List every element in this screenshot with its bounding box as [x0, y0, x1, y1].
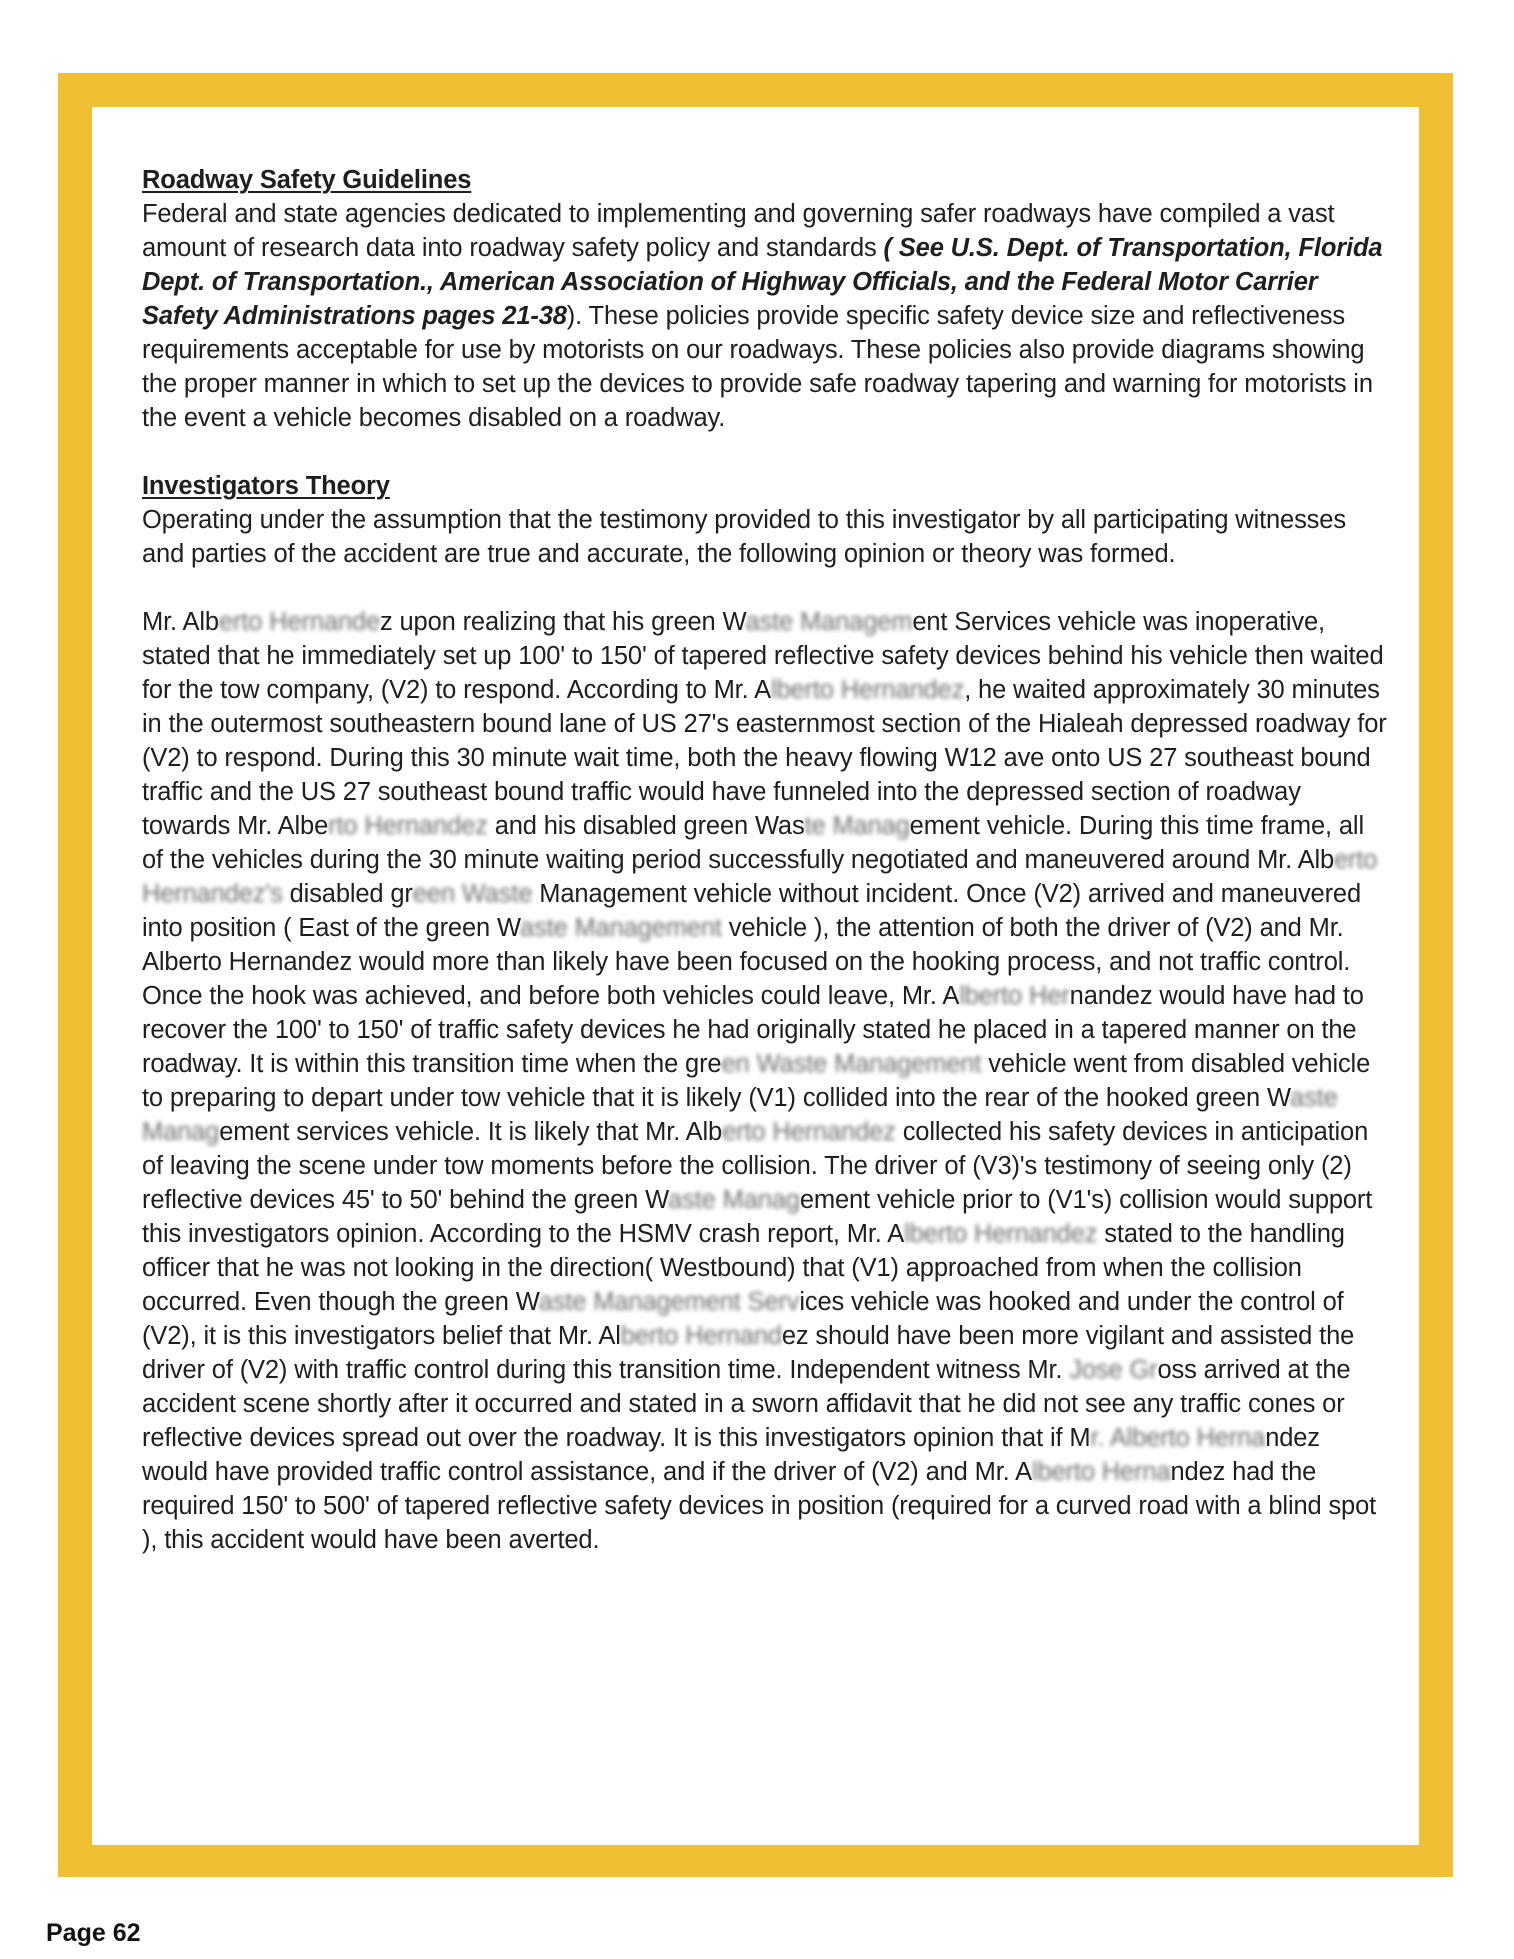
paragraph-spacer [142, 435, 1387, 469]
redacted-text: aste Management [519, 914, 722, 942]
redacted-text: en Waste Management [721, 1050, 982, 1078]
theory-intro: Operating under the assumption that the testimony provided to this investigator by all participating witnesses and parties of the accident are true and accurate, the following opinion or theory was formed. [142, 506, 1346, 568]
theory-text-segment: ndez had the required 150' to 500' of tapered reflective safety devices in position (required for a curved road with a blind spot ), this accident would have been averted. [142, 1458, 1377, 1554]
theory-text-segment: nandez would have had to recover the 100' to 150' of traffic safety devices he had originally stated he placed in a tapered manner on the roadway. It is within this transition time when the gre [142, 982, 1364, 1078]
theory-text-segment: ent Services vehicle was inoperative, stated that he immediately set up 100' to 150' of tapered reflective safety devices behind his vehicle then waited for the tow company, (V2) to respond. According to Mr. A [142, 608, 1384, 704]
redacted-text: rto Hernandez [328, 812, 488, 840]
theory-text-segment: ndez would have provided traffic control assistance, and if the driver of (V2) and Mr. A [142, 1424, 1320, 1486]
theory-text-segment: ez should have been more vigilant and assisted the driver of (V2) with traffic control during this transition time. Independent witness Mr. [142, 1322, 1355, 1384]
theory-text-segment: vehicle ), the attention of both the driver of (V2) and Mr. Alberto Hernandez would more than likely have been focused on the hooking process, and not traffic control. Once the hook was achieved, and before both vehicles could leave, Mr. A [142, 914, 1351, 1010]
theory-text-segment: stated to the handling officer that he was not looking in the direction( Westbound) that (V1) approached from when the collision occurred. Even though the green W [142, 1220, 1345, 1316]
redacted-text: aste Managem [745, 608, 913, 636]
theory-text-segment: ement vehicle. During this time frame, all of the vehicles during the 30 minute waiting period successfully negotiated and maneuvered around Mr. Alb [142, 812, 1364, 874]
redacted-text: aste Management Serv [538, 1288, 800, 1316]
page-number: Page 62 [46, 1919, 141, 1947]
document-body [142, 163, 1387, 1557]
page-frame [58, 73, 1453, 1877]
guidelines-heading: Roadway Safety Guidelines [142, 166, 472, 194]
theory-paragraph [142, 605, 1387, 1557]
redacted-text: een Waste [412, 880, 533, 908]
redacted-text: aste Manag [142, 1084, 1338, 1146]
guidelines-paragraph [142, 197, 1387, 435]
redacted-text: lberto Hernandez [770, 676, 965, 704]
theory-text-segment: Mr. Alb [142, 608, 219, 636]
redacted-text: erto Hernandez's [142, 846, 1378, 908]
redacted-text: aste Manag [668, 1186, 800, 1214]
theory-text-segment: collected his safety devices in anticipation of leaving the scene under tow moments before the collision. The driver of (V3)'s testimony of seeing only (2) reflective devices 45' to 50' behind the green W [142, 1118, 1369, 1214]
redacted-text: Jose Gr [1069, 1356, 1158, 1384]
theory-text-segment: vehicle went from disabled vehicle to preparing to depart under tow vehicle that it is likely (V1) collided into the rear of the hooked green W [142, 1050, 1371, 1112]
document-page [92, 107, 1419, 1845]
theory-text-segment: and his disabled green Was [487, 812, 805, 840]
theory-text-segment: , he waited approximately 30 minutes in the outermost southeastern bound lane of US 27's easternmost section of the Hialeah depressed roadway for (V2) to respond. During this 30 minute wait time, both the heavy flowing W12 ave onto US 27 southeast bound traffic and the US 27 southeast bound traffic would have funneled into the depressed section of roadway towards Mr. Albe [142, 676, 1387, 840]
redacted-text: te Manag [804, 812, 910, 840]
redacted-text: berto Hernand [620, 1322, 782, 1350]
guidelines-text-end: ). These policies provide specific safety device size and reflectiveness requirements acceptable for use by motorists on our roadways. These policies also provide diagrams showing the proper manner in which to set up the devices to provide safe roadway tapering and warning for motorists in the event a vehicle becomes disabled on a roadway. [142, 302, 1373, 432]
redacted-text: lberto Herna [1031, 1458, 1171, 1486]
guidelines-text-start: Federal and state agencies dedicated to implementing and governing safer roadways have compiled a vast amount of research data into roadway safety policy and standards [142, 200, 1335, 262]
paragraph-spacer [142, 571, 1387, 605]
redacted-text: lberto Her [959, 982, 1070, 1010]
theory-text-segment: oss arrived at the accident scene shortly after it occurred and stated in a sworn affidavit that he did not see any traffic cones or reflective devices spread out over the roadway. It is this investigators opinion that if M [142, 1356, 1351, 1452]
redacted-text: r. Alberto Herna [1090, 1424, 1266, 1452]
theory-text-segment: ement vehicle prior to (V1's) collision would support this investigators opinion. According to the HSMV crash report, Mr. A [142, 1186, 1373, 1248]
guidelines-citation: ( See U.S. Dept. of Transportation, Florida Dept. of Transportation., American Association of Highway Officials, and the Federal Motor Carrier Safety Administrations pages 21-38 [142, 234, 1383, 330]
theory-text-segment: disabled gr [282, 880, 413, 908]
theory-text-segment: Management vehicle without incident. Once (V2) arrived and maneuvered into position ( East of the green W [142, 880, 1361, 942]
theory-heading: Investigators Theory [142, 472, 390, 500]
theory-text-segment: ement services vehicle. It is likely that Mr. Alb [219, 1118, 723, 1146]
redacted-text: erto Hernande [218, 608, 380, 636]
theory-text-segment: ices vehicle was hooked and under the control of (V2), it is this investigators belief that Mr. Al [142, 1288, 1344, 1350]
redacted-text: lberto Hernandez [904, 1220, 1098, 1248]
theory-text-segment: z upon realizing that his green W [379, 608, 746, 636]
redacted-text: erto Hernandez [722, 1118, 896, 1146]
